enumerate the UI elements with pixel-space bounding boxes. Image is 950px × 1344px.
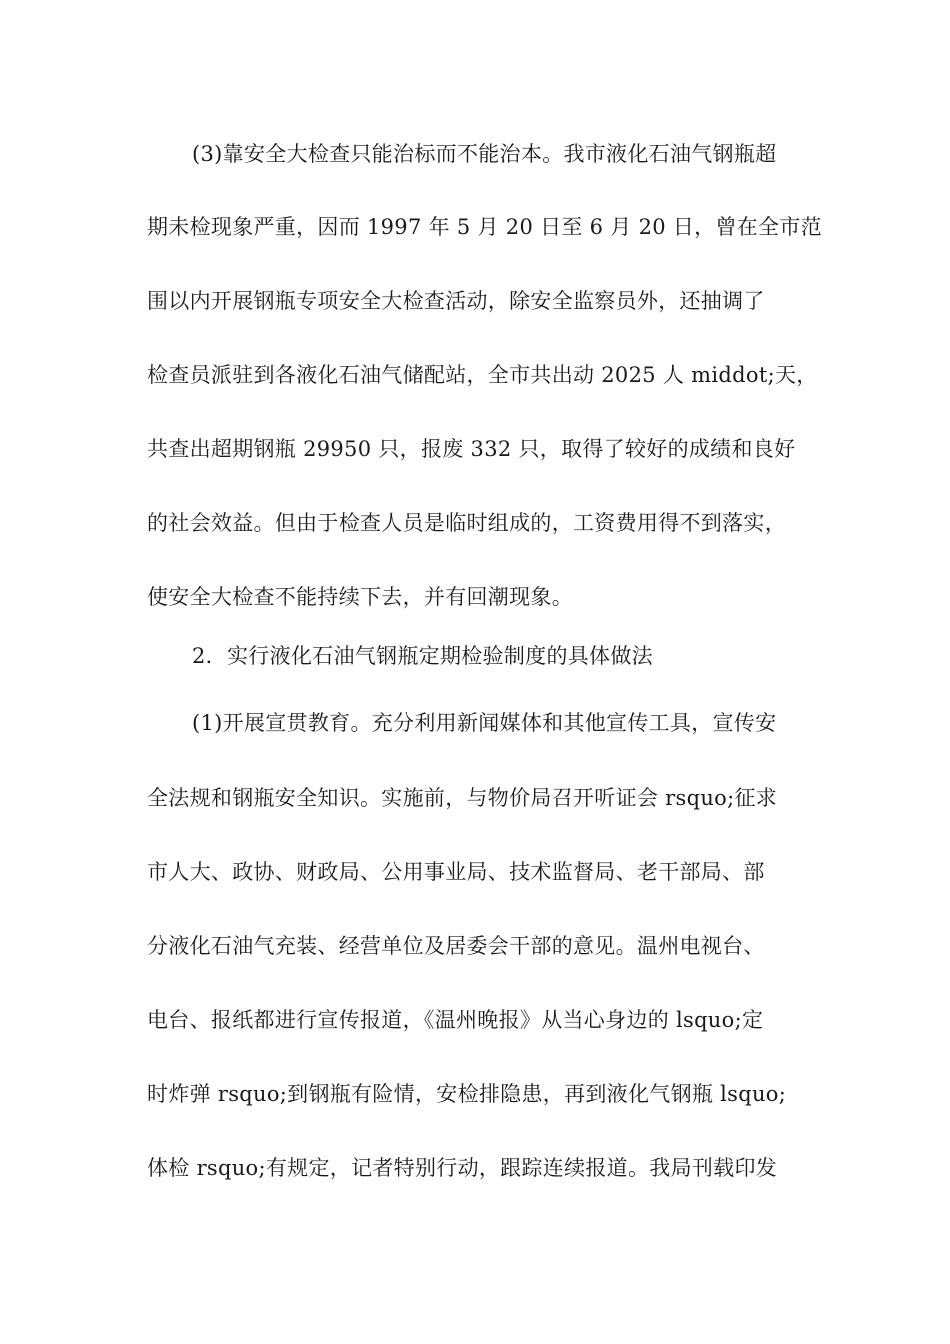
- paragraph-line: 的社会效益。但由于检查人员是临时组成的，工资费用得不到落实，: [147, 511, 786, 535]
- paragraph-line: 检查员派驻到各液化石油气储配站，全市共出动 2025 人 middot;天，: [147, 363, 818, 387]
- paragraph-line: 共查出超期钢瓶 29950 只，报废 332 只，取得了较好的成绩和良好: [147, 437, 796, 461]
- paragraph-line: (3)靠安全大检查只能治标而不能治本。我市液化石油气钢瓶超: [192, 142, 777, 166]
- paragraph-line: 使安全大检查不能持续下去，并有回潮现象。: [147, 585, 573, 609]
- paragraph-line: 围以内开展钢瓶专项安全大检查活动，除安全监察员外，还抽调了: [147, 289, 765, 313]
- paragraph-line: 时炸弹 rsquo;到钢瓶有险情，安检排隐患，再到液化气钢瓶 lsquo;: [147, 1082, 787, 1106]
- paragraph-line: 期未检现象严重，因而 1997 年 5 月 20 日至 6 月 20 日，曾在全市范: [147, 215, 822, 239]
- paragraph-line: 市人大、政协、财政局、公用事业局、技术监督局、老干部局、部: [147, 860, 765, 884]
- paragraph-line: 体检 rsquo;有规定，记者特别行动，跟踪连续报道。我局刊载印发: [147, 1156, 778, 1180]
- section-heading: 2．实行液化石油气钢瓶定期检验制度的具体做法: [192, 644, 653, 668]
- paragraph-line: 全法规和钢瓶安全知识。实施前，与物价局召开听证会 rsquo;征求: [147, 786, 778, 810]
- paragraph-line: 分液化石油气充装、经营单位及居委会干部的意见。温州电视台、: [147, 934, 765, 958]
- paragraph-line: 电台、报纸都进行宣传报道，《温州晚报》从当心身边的 lsquo;定: [147, 1008, 764, 1032]
- paragraph-line: (1)开展宣贯教育。充分利用新闻媒体和其他宣传工具，宣传安: [192, 711, 777, 735]
